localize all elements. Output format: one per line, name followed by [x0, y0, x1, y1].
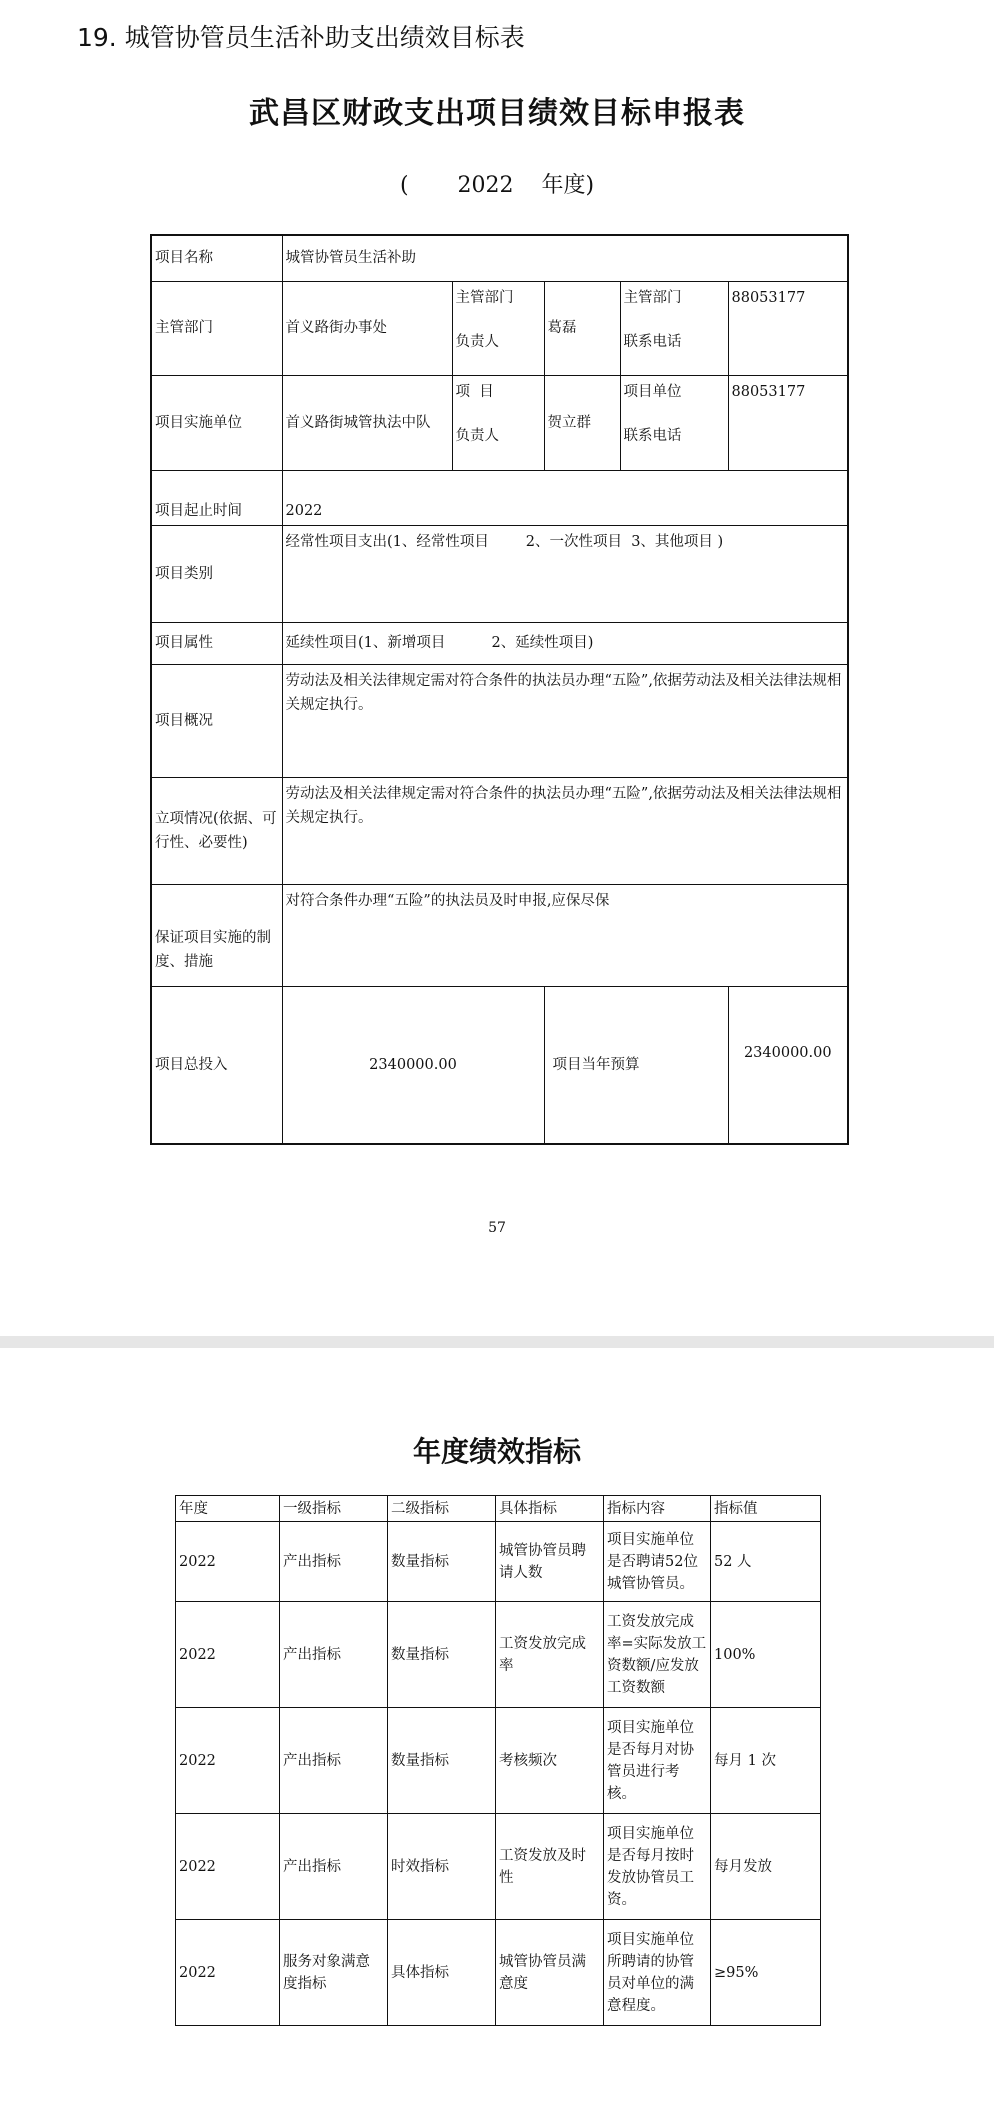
impl-head-value: 贺立群	[544, 375, 620, 470]
cell-content: 工资发放完成率=实际发放工资数额/应发放工资数额	[604, 1602, 711, 1708]
indicator-title: 年度绩效指标	[412, 1435, 581, 1468]
dept-phone-label-line2: 联系电话	[623, 333, 682, 350]
measures-label: 保证项目实施的制度、措施	[151, 884, 282, 986]
cell-year: 2022	[176, 1708, 280, 1814]
cell-specific: 城管协管员满意度	[496, 1920, 604, 2026]
page-number: 57	[488, 1220, 506, 1236]
cell-year: 2022	[176, 1602, 280, 1708]
dept-head-label-line1: 主管部门	[455, 289, 514, 306]
cell-level1: 产出指标	[280, 1708, 388, 1814]
dept-value: 首义路街办事处	[282, 281, 452, 375]
impl-label: 项目实施单位	[151, 375, 282, 470]
impl-phone-label-line2: 联系电话	[623, 427, 682, 444]
page-58	[0, 1348, 994, 2109]
basis-label: 立项情况(依据、可行性、必要性)	[151, 777, 282, 884]
budget-label: 项目当年预算	[544, 986, 728, 1144]
cell-year: 2022	[176, 1920, 280, 2026]
cell-value: 每月 1 次	[711, 1708, 821, 1814]
dept-phone-value: 88053177	[728, 281, 848, 375]
cell-value: 每月发放	[711, 1814, 821, 1920]
cell-level1: 产出指标	[280, 1522, 388, 1602]
measures-value: 对符合条件办理“五险”的执法员及时申报,应保尽保	[282, 884, 848, 986]
cell-level2: 数量指标	[388, 1708, 496, 1814]
project-name-label: 项目名称	[151, 235, 282, 281]
impl-head-label-line1: 项 目	[455, 383, 494, 400]
table-row	[176, 1602, 821, 1708]
cell-specific: 城管协管员聘请人数	[496, 1522, 604, 1602]
cell-value: ≥95%	[711, 1920, 821, 2026]
header-specific: 具体指标	[496, 1496, 604, 1522]
impl-phone-label-line1: 项目单位	[623, 383, 682, 400]
cell-level2: 时效指标	[388, 1814, 496, 1920]
cell-content: 项目实施单位是否聘请52位城管协管员。	[604, 1522, 711, 1602]
table-row	[176, 1708, 821, 1814]
attribute-value: 延续性项目(1、新增项目 2、延续性项目)	[282, 622, 848, 664]
cell-value: 52 人	[711, 1522, 821, 1602]
cell-value: 100%	[711, 1602, 821, 1708]
project-name-value: 城管协管员生活补助	[282, 235, 848, 281]
period-value: 2022	[282, 470, 848, 525]
overview-value: 劳动法及相关法律规定需对符合条件的执法员办理“五险”,依据劳动法及相关法律法规相关规定执行。	[282, 664, 848, 777]
header-content: 指标内容	[604, 1496, 711, 1522]
attribute-label: 项目属性	[151, 622, 282, 664]
category-value: 经常性项目支出(1、经常性项目 2、一次性项目 3、其他项目 )	[282, 525, 848, 622]
total-label: 项目总投入	[151, 986, 282, 1144]
header-level2: 二级指标	[388, 1496, 496, 1522]
cell-level1: 产出指标	[280, 1814, 388, 1920]
cell-content: 项目实施单位是否每月对协管员进行考核。	[604, 1708, 711, 1814]
form-title: 武昌区财政支出项目绩效目标申报表	[249, 96, 745, 131]
dept-label: 主管部门	[151, 281, 282, 375]
impl-head-label	[452, 375, 544, 470]
application-form-table	[150, 234, 849, 1145]
document-heading: 19. 城管协管员生活补助支出绩效目标表	[77, 23, 525, 52]
dept-head-value: 葛磊	[544, 281, 620, 375]
header-value: 指标值	[711, 1496, 821, 1522]
cell-level2: 数量指标	[388, 1522, 496, 1602]
header-year: 年度	[176, 1496, 280, 1522]
table-row	[176, 1522, 821, 1602]
basis-value: 劳动法及相关法律规定需对符合条件的执法员办理“五险”,依据劳动法及相关法律法规相关规定执行。	[282, 777, 848, 884]
cell-content: 项目实施单位所聘请的协管员对单位的满意程度。	[604, 1920, 711, 2026]
impl-head-label-line2: 负责人	[455, 427, 499, 444]
category-label: 项目类别	[151, 525, 282, 622]
period-label: 项目起止时间	[151, 470, 282, 525]
impl-phone-value: 88053177	[728, 375, 848, 470]
header-level1: 一级指标	[280, 1496, 388, 1522]
cell-year: 2022	[176, 1522, 280, 1602]
dept-phone-label-line1: 主管部门	[623, 289, 682, 306]
indicator-table	[175, 1495, 821, 2026]
dept-head-label-line2: 负责人	[455, 333, 499, 350]
cell-level2: 数量指标	[388, 1602, 496, 1708]
cell-specific: 工资发放完成率	[496, 1602, 604, 1708]
dept-head-label	[452, 281, 544, 375]
cell-level1: 服务对象满意度指标	[280, 1920, 388, 2026]
table-row	[176, 1920, 821, 2026]
impl-phone-label	[620, 375, 728, 470]
cell-content: 项目实施单位是否每月按时发放协管员工资。	[604, 1814, 711, 1920]
cell-year: 2022	[176, 1814, 280, 1920]
budget-value: 2340000.00	[728, 986, 848, 1144]
year-line: ( 2022 年度)	[399, 173, 595, 198]
table-row	[176, 1814, 821, 1920]
overview-label: 项目概况	[151, 664, 282, 777]
cell-level1: 产出指标	[280, 1602, 388, 1708]
cell-specific: 考核频次	[496, 1708, 604, 1814]
cell-specific: 工资发放及时性	[496, 1814, 604, 1920]
total-value: 2340000.00	[282, 986, 544, 1144]
dept-phone-label	[620, 281, 728, 375]
cell-level2: 具体指标	[388, 1920, 496, 2026]
impl-value: 首义路街城管执法中队	[282, 375, 452, 470]
